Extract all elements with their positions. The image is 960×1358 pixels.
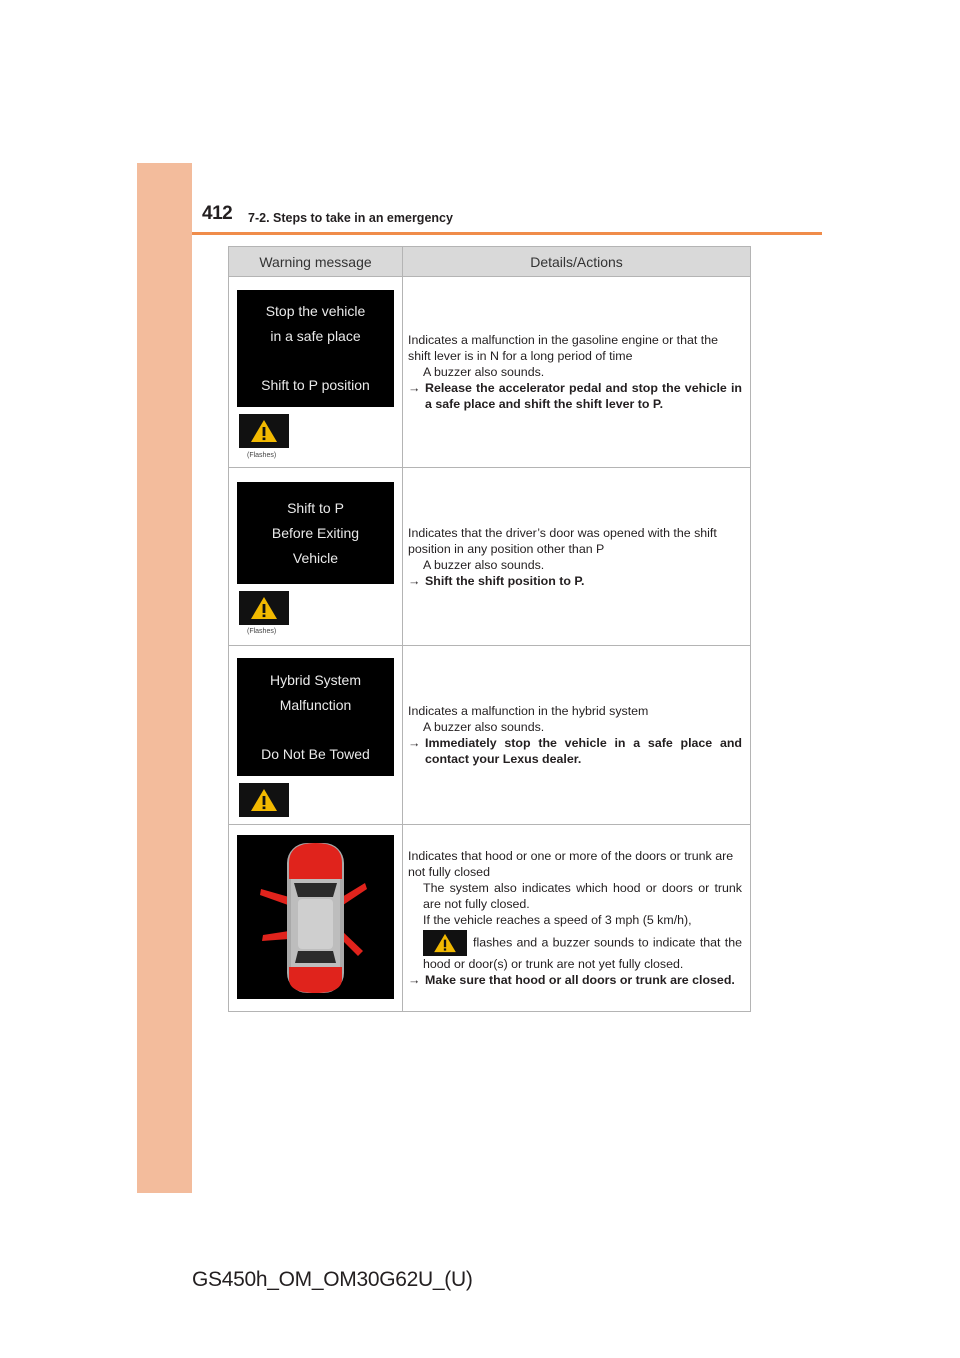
description: Indicates a malfunction in the hybrid system — [408, 704, 649, 718]
action — [408, 380, 742, 412]
note: If the vehicle reaches a speed of 3 mph (5 km/h), — [423, 913, 692, 927]
details-cell — [403, 646, 751, 825]
display-screen — [237, 482, 394, 584]
action — [408, 573, 742, 589]
warning-image-cell — [229, 468, 403, 646]
note: A buzzer also sounds. — [423, 557, 545, 572]
header-rule — [192, 232, 822, 235]
arrow-icon: → — [408, 973, 421, 987]
action — [408, 972, 742, 988]
master-warning-icon — [239, 783, 289, 817]
note: A buzzer also sounds. — [423, 720, 545, 734]
screen-line: Shift to P — [287, 499, 344, 516]
screen-line: Shift to P position — [261, 377, 370, 393]
table-row — [229, 468, 751, 646]
screen-line: Do Not Be Towed — [261, 745, 370, 762]
note: The system also indicates which hood or doors or trunk are not fully closed. — [423, 881, 742, 911]
arrow-icon: → — [408, 573, 421, 588]
section-title: 7-2. Steps to take in an emergency — [248, 211, 453, 225]
description: Indicates a malfunction in the gasoline engine or that the shift lever is in N for a long period of time — [408, 333, 718, 363]
screen-line: in a safe place — [270, 328, 361, 344]
table-row — [229, 825, 751, 1012]
table-row — [229, 646, 751, 825]
action-text: Make sure that hood or all doors or trunk are closed. — [425, 973, 735, 987]
car-doors-open-icon — [237, 835, 394, 999]
screen-line: Before Exiting — [271, 524, 360, 541]
screen-line: Malfunction — [279, 696, 352, 713]
action-text: Immediately stop the vehicle in a safe place and contact your Lexus dealer. — [425, 736, 742, 766]
warning-table — [228, 246, 751, 1012]
master-warning-icon — [239, 414, 289, 448]
description: Indicates that the driver’s door was opened with the shift position in any position other than P — [408, 525, 717, 556]
details-cell — [403, 825, 751, 1012]
header-warning-message: Warning message — [229, 247, 403, 277]
warning-image-cell — [229, 646, 403, 825]
warning-image-cell — [229, 825, 403, 1012]
arrow-icon: → — [408, 381, 421, 395]
table-row — [229, 277, 751, 468]
details-cell — [403, 277, 751, 468]
action-text: Release the accelerator pedal and stop the vehicle in a safe place and shift the shift lever to P. — [425, 381, 742, 411]
page-number: 412 — [202, 203, 233, 224]
master-warning-icon — [423, 930, 467, 956]
screen-line: Hybrid System — [269, 671, 362, 688]
display-screen — [237, 658, 394, 776]
note — [408, 930, 742, 972]
description: Indicates that hood or one or more of the doors or trunk are not fully closed — [408, 849, 734, 879]
door-open-display — [237, 835, 394, 999]
master-warning-icon — [239, 591, 289, 625]
document-code: GS450h_OM_OM30G62U_(U) — [192, 1268, 473, 1291]
flashes-label: (Flashes) — [247, 628, 277, 635]
arrow-icon: → — [408, 736, 421, 750]
screen-line: Vehicle — [292, 549, 339, 566]
warning-image-cell — [229, 277, 403, 468]
note: A buzzer also sounds. — [423, 365, 545, 379]
action-text: Shift the shift position to P. — [425, 573, 585, 588]
note-text: flashes and a buzzer sounds to indicate that the hood or door(s) or trunk are not yet fully closed. — [423, 935, 742, 971]
display-screen — [237, 290, 394, 407]
table-header-row — [229, 247, 751, 277]
header-details-actions: Details/Actions — [403, 247, 751, 277]
side-band — [137, 163, 192, 1193]
details-cell — [403, 468, 751, 646]
action — [408, 735, 742, 767]
flashes-label: (Flashes) — [247, 452, 277, 459]
screen-line: Stop the vehicle — [265, 303, 366, 319]
